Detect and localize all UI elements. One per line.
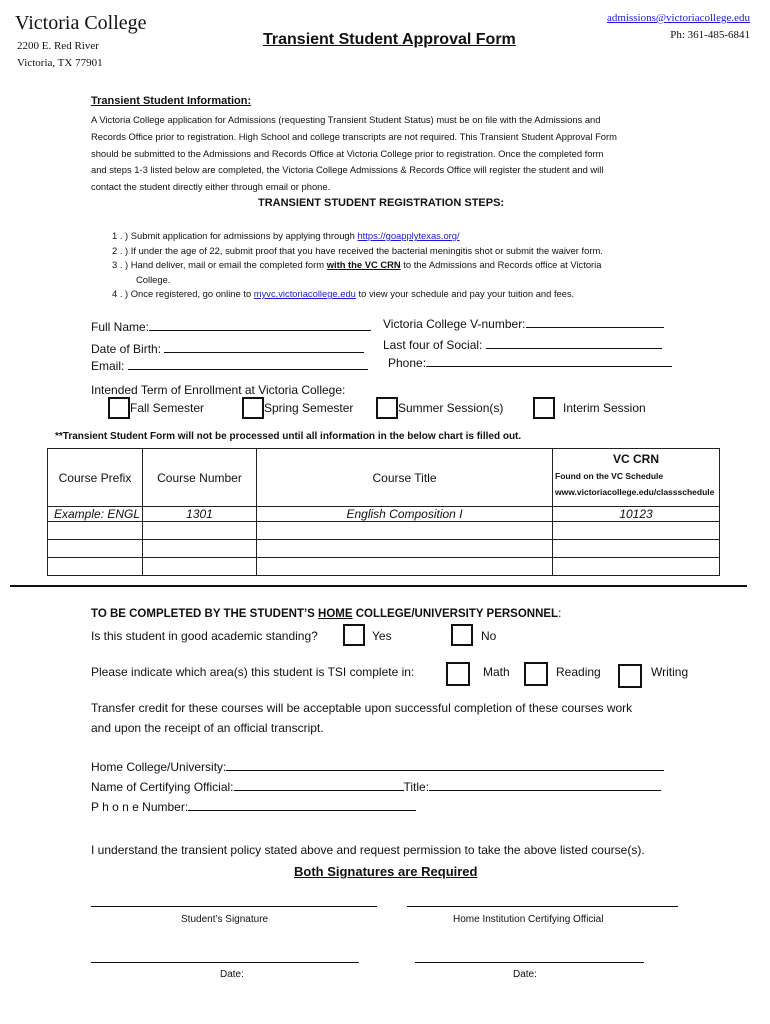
- example-number: 1301: [143, 507, 257, 522]
- last-four-label: Last four of Social:: [383, 338, 483, 352]
- step-num: 2 . ): [112, 244, 129, 256]
- table-row[interactable]: [48, 540, 720, 558]
- step-3: [112, 258, 712, 273]
- section-divider: [10, 585, 747, 587]
- yes-label: Yes: [372, 629, 392, 643]
- info-heading: Transient Student Information:: [91, 95, 252, 107]
- certifying-field[interactable]: [91, 778, 661, 794]
- official-date-label: Date:: [513, 969, 537, 980]
- student-signature-line[interactable]: [91, 906, 377, 907]
- table-row[interactable]: [48, 558, 720, 576]
- step-num: 1 . ): [112, 230, 129, 241]
- table-cell[interactable]: [553, 540, 720, 558]
- transfer-line2: and upon the receipt of an official transcript.: [91, 721, 324, 735]
- no-checkbox[interactable]: [451, 624, 473, 646]
- home-heading-u: HOME: [318, 608, 353, 620]
- phone-number-line[interactable]: [188, 798, 416, 811]
- table-cell[interactable]: [143, 522, 257, 540]
- info-line: A Victoria College application for Admissions (requesting Transient Student Status) must be on file with the Admissions and: [91, 114, 601, 125]
- step-text: to view your schedule and pay your tuition and fees.: [358, 288, 575, 299]
- yes-checkbox[interactable]: [343, 624, 365, 646]
- table-cell[interactable]: [257, 540, 553, 558]
- no-label: No: [481, 629, 497, 643]
- spring-label: Spring Semester: [264, 401, 354, 415]
- table-header-row: [48, 449, 720, 507]
- last-four-line[interactable]: [486, 336, 662, 349]
- info-line: Records Office prior to registration. High School and college transcripts are not required. This Transient Student Approval Form: [91, 130, 617, 142]
- official-signature-line[interactable]: [407, 906, 678, 907]
- vnumber-field[interactable]: [383, 315, 664, 331]
- header-crn: [553, 449, 720, 507]
- table-cell[interactable]: [48, 540, 143, 558]
- email-link[interactable]: admissions@victoriacollege.edu: [606, 12, 750, 24]
- tsi-question: Please indicate which area(s) this student is TSI complete in:: [91, 665, 415, 679]
- phone-label: Phone:: [388, 356, 427, 370]
- home-heading-b: COLLEGE/UNIVERSITY PERSONNEL: [352, 608, 559, 620]
- email-field[interactable]: [91, 357, 368, 373]
- interim-label: Interim Session: [563, 401, 646, 415]
- math-checkbox[interactable]: [446, 662, 470, 686]
- email-line[interactable]: [128, 357, 368, 370]
- table-cell[interactable]: [257, 558, 553, 576]
- crn-heading: VC CRN: [612, 452, 659, 466]
- phone-field[interactable]: [388, 354, 672, 370]
- email-label: Email:: [91, 359, 125, 373]
- step-2: [112, 244, 712, 259]
- table-cell[interactable]: [257, 522, 553, 540]
- table-cell[interactable]: [143, 558, 257, 576]
- title-line[interactable]: [429, 778, 661, 791]
- certifying-line[interactable]: [234, 778, 404, 791]
- goapplytexas-link[interactable]: https://goapplytexas.org/: [357, 230, 460, 241]
- summer-label: Summer Session(s): [398, 401, 504, 415]
- math-label: Math: [483, 665, 510, 679]
- student-date-line[interactable]: [91, 962, 359, 963]
- step-text: Submit application for admissions by applying through: [130, 230, 355, 241]
- step-text: Once registered, go online to: [130, 288, 252, 299]
- example-title: English Composition I: [257, 507, 553, 522]
- info-line: should be submitted to the Admissions and Records Office at Victoria College prior to registration. Once the completed form: [91, 147, 604, 159]
- term-interim[interactable]: [533, 397, 646, 419]
- address-line1: 2200 E. Red River: [17, 40, 99, 52]
- writing-label: Writing: [651, 665, 689, 679]
- home-heading: [91, 608, 561, 620]
- step-text: to the Admissions and Records office at Victoria: [403, 259, 602, 270]
- reading-label: Reading: [556, 665, 601, 679]
- student-signature-label: Student’s Signature: [181, 914, 269, 925]
- dob-line[interactable]: [164, 340, 364, 353]
- title-label: Title:: [403, 780, 430, 794]
- info-paragraph: [91, 112, 711, 196]
- step-num: 3 . ): [112, 259, 129, 270]
- home-college-field[interactable]: [91, 758, 664, 774]
- standing-question: Is this student in good academic standing?: [91, 629, 318, 643]
- header-phone: Ph: 361-485-6841: [670, 29, 750, 41]
- step-1: [112, 229, 712, 244]
- full-name-line[interactable]: [149, 318, 371, 331]
- official-signature-label: Home Institution Certifying Official: [453, 914, 604, 925]
- crn-note2: www.victoriacollege.edu/classschedule: [555, 487, 715, 497]
- college-name: Victoria College: [15, 12, 147, 34]
- table-cell[interactable]: [48, 558, 143, 576]
- summer-checkbox[interactable]: [376, 397, 398, 419]
- course-table: [47, 448, 720, 576]
- spring-checkbox[interactable]: [242, 397, 264, 419]
- full-name-label: Full Name:: [91, 320, 150, 334]
- myvc-link[interactable]: myvc.victoriacollege.edu: [253, 288, 356, 299]
- vnumber-label: Victoria College V-number:: [383, 317, 526, 331]
- example-prefix: Example: ENGL: [48, 507, 143, 522]
- full-name-field[interactable]: [91, 318, 371, 334]
- home-college-line[interactable]: [226, 758, 664, 771]
- step-3-cont: College.: [136, 273, 171, 285]
- writing-checkbox[interactable]: [618, 664, 642, 688]
- last-four-field[interactable]: [383, 336, 662, 352]
- phone-number-field[interactable]: [91, 798, 416, 814]
- table-row[interactable]: [48, 522, 720, 540]
- phone-number-label: P h o n e Number:: [91, 800, 189, 814]
- term-label: Intended Term of Enrollment at Victoria College:: [91, 383, 346, 397]
- vnumber-line[interactable]: [526, 315, 664, 328]
- dob-label: Date of Birth:: [91, 342, 162, 356]
- official-date-line[interactable]: [415, 962, 644, 963]
- address-line2: Victoria, TX 77901: [17, 57, 103, 69]
- info-line: contact the student directly either through email or phone.: [91, 181, 331, 193]
- step-num: 4 . ): [112, 288, 129, 299]
- step-4: [112, 287, 712, 302]
- step-text: Hand deliver, mail or email the completed form: [130, 259, 325, 270]
- table-cell[interactable]: [143, 540, 257, 558]
- signatures-required: Both Signatures are Required: [294, 864, 478, 879]
- steps-list: [112, 229, 712, 302]
- form-title: Transient Student Approval Form: [263, 31, 516, 48]
- transfer-line1: Transfer credit for these courses will be acceptable upon successful completion of these courses work: [91, 701, 633, 715]
- phone-line[interactable]: [426, 354, 672, 367]
- home-heading-a: TO BE COMPLETED BY THE STUDENT’S: [91, 608, 319, 620]
- reading-checkbox[interactable]: [524, 662, 548, 686]
- policy-statement: I understand the transient policy stated above and request permission to take the above listed course(s).: [91, 843, 645, 857]
- term-spring[interactable]: [242, 397, 353, 419]
- header-title: Course Title: [257, 449, 553, 507]
- table-cell[interactable]: [553, 522, 720, 540]
- table-row: [48, 507, 720, 522]
- term-summer[interactable]: [376, 397, 503, 419]
- header-number: Course Number: [143, 449, 257, 507]
- certifying-label: Name of Certifying Official:: [91, 780, 234, 794]
- info-line: and steps 1-3 listed below are completed, the Victoria College Admissions & Records Office will register the student and will: [91, 164, 604, 176]
- step-text-bold: with the VC CRN: [326, 259, 401, 270]
- table-cell[interactable]: [48, 522, 143, 540]
- table-cell[interactable]: [553, 558, 720, 576]
- home-college-label: Home College/University:: [91, 760, 227, 774]
- dob-field[interactable]: [91, 340, 364, 356]
- fall-label: Fall Semester: [130, 401, 205, 415]
- warning-text: **Transient Student Form will not be processed until all information in the below chart is filled out.: [55, 431, 522, 442]
- fall-checkbox[interactable]: [108, 397, 130, 419]
- crn-note1: Found on the VC Schedule: [555, 471, 664, 481]
- example-crn: 10123: [553, 507, 720, 522]
- interim-checkbox[interactable]: [533, 397, 555, 419]
- term-fall[interactable]: [108, 397, 204, 419]
- step-text: If under the age of 22, submit proof that you have received the bacterial meningitis shot or submit the waiver form.: [130, 244, 603, 256]
- header-prefix: Course Prefix: [48, 449, 143, 507]
- steps-heading: TRANSIENT STUDENT REGISTRATION STEPS:: [258, 197, 505, 209]
- term-options: [108, 397, 728, 421]
- home-heading-colon: :: [558, 608, 562, 620]
- student-date-label: Date:: [220, 969, 244, 980]
